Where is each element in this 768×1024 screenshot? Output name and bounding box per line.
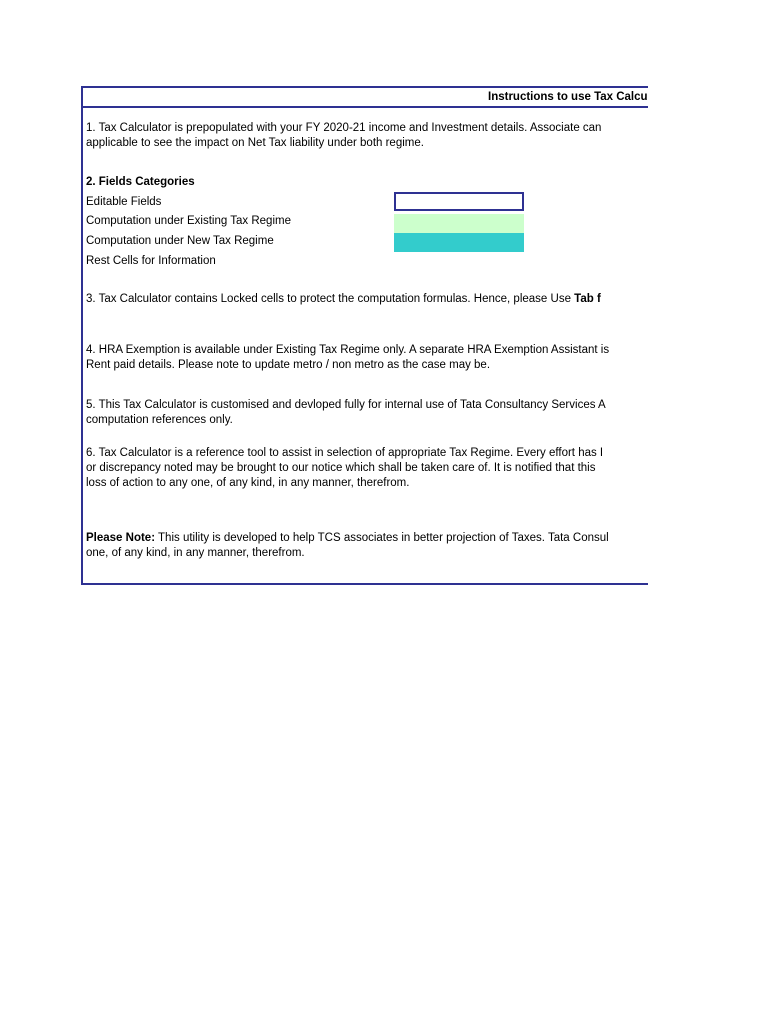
para1-line1: 1. Tax Calculator is prepopulated with your FY 2020-21 income and Investment details. Associate can <box>86 122 602 134</box>
note-label: Please Note: <box>86 532 156 544</box>
existing-regime-swatch <box>394 214 524 233</box>
para1-line2: applicable to see the impact on Net Tax liability under both regime. <box>86 137 424 149</box>
legend-editable-label: Editable Fields <box>86 196 162 208</box>
sheet-title: Instructions to use Tax Calcu <box>488 91 648 103</box>
new-regime-swatch <box>394 233 524 252</box>
para3-text: 3. Tax Calculator contains Locked cells to protect the computation formulas. Hence, please Use <box>86 293 575 305</box>
title-row <box>83 88 648 108</box>
para6-line2: or discrepancy noted may be brought to our notice which shall be taken care of. It is notified that this <box>86 462 596 474</box>
para5-line2: computation references only. <box>86 414 233 426</box>
para6-line1: 6. Tax Calculator is a reference tool to assist in selection of appropriate Tax Regime. Every effort has I <box>86 447 604 459</box>
para5-line1: 5. This Tax Calculator is customised and devloped fully for internal use of Tata Consultancy Services A <box>86 399 606 411</box>
para3-bold: Tab f <box>574 293 601 305</box>
note-text: This utility is developed to help TCS associates in better projection of Taxes. Tata Consul <box>155 532 609 544</box>
legend-new-label: Computation under New Tax Regime <box>86 235 274 247</box>
para4-line2: Rent paid details. Please note to update metro / non metro as the case may be. <box>86 359 491 371</box>
note-line1 <box>86 531 609 545</box>
para6-line3: loss of action to any one, of any kind, in any manner, therefrom. <box>86 477 410 489</box>
note-line2: one, of any kind, in any manner, therefrom. <box>86 547 305 559</box>
para4-line1: 4. HRA Exemption is available under Existing Tax Regime only. A separate HRA Exemption Assistant is <box>86 344 610 356</box>
fields-heading: 2. Fields Categories <box>86 176 195 188</box>
legend-rest-label: Rest Cells for Information <box>86 255 216 267</box>
legend-existing-label: Computation under Existing Tax Regime <box>86 215 291 227</box>
editable-field-swatch <box>394 192 524 211</box>
para3-line <box>86 292 601 306</box>
instructions-sheet <box>81 86 648 585</box>
